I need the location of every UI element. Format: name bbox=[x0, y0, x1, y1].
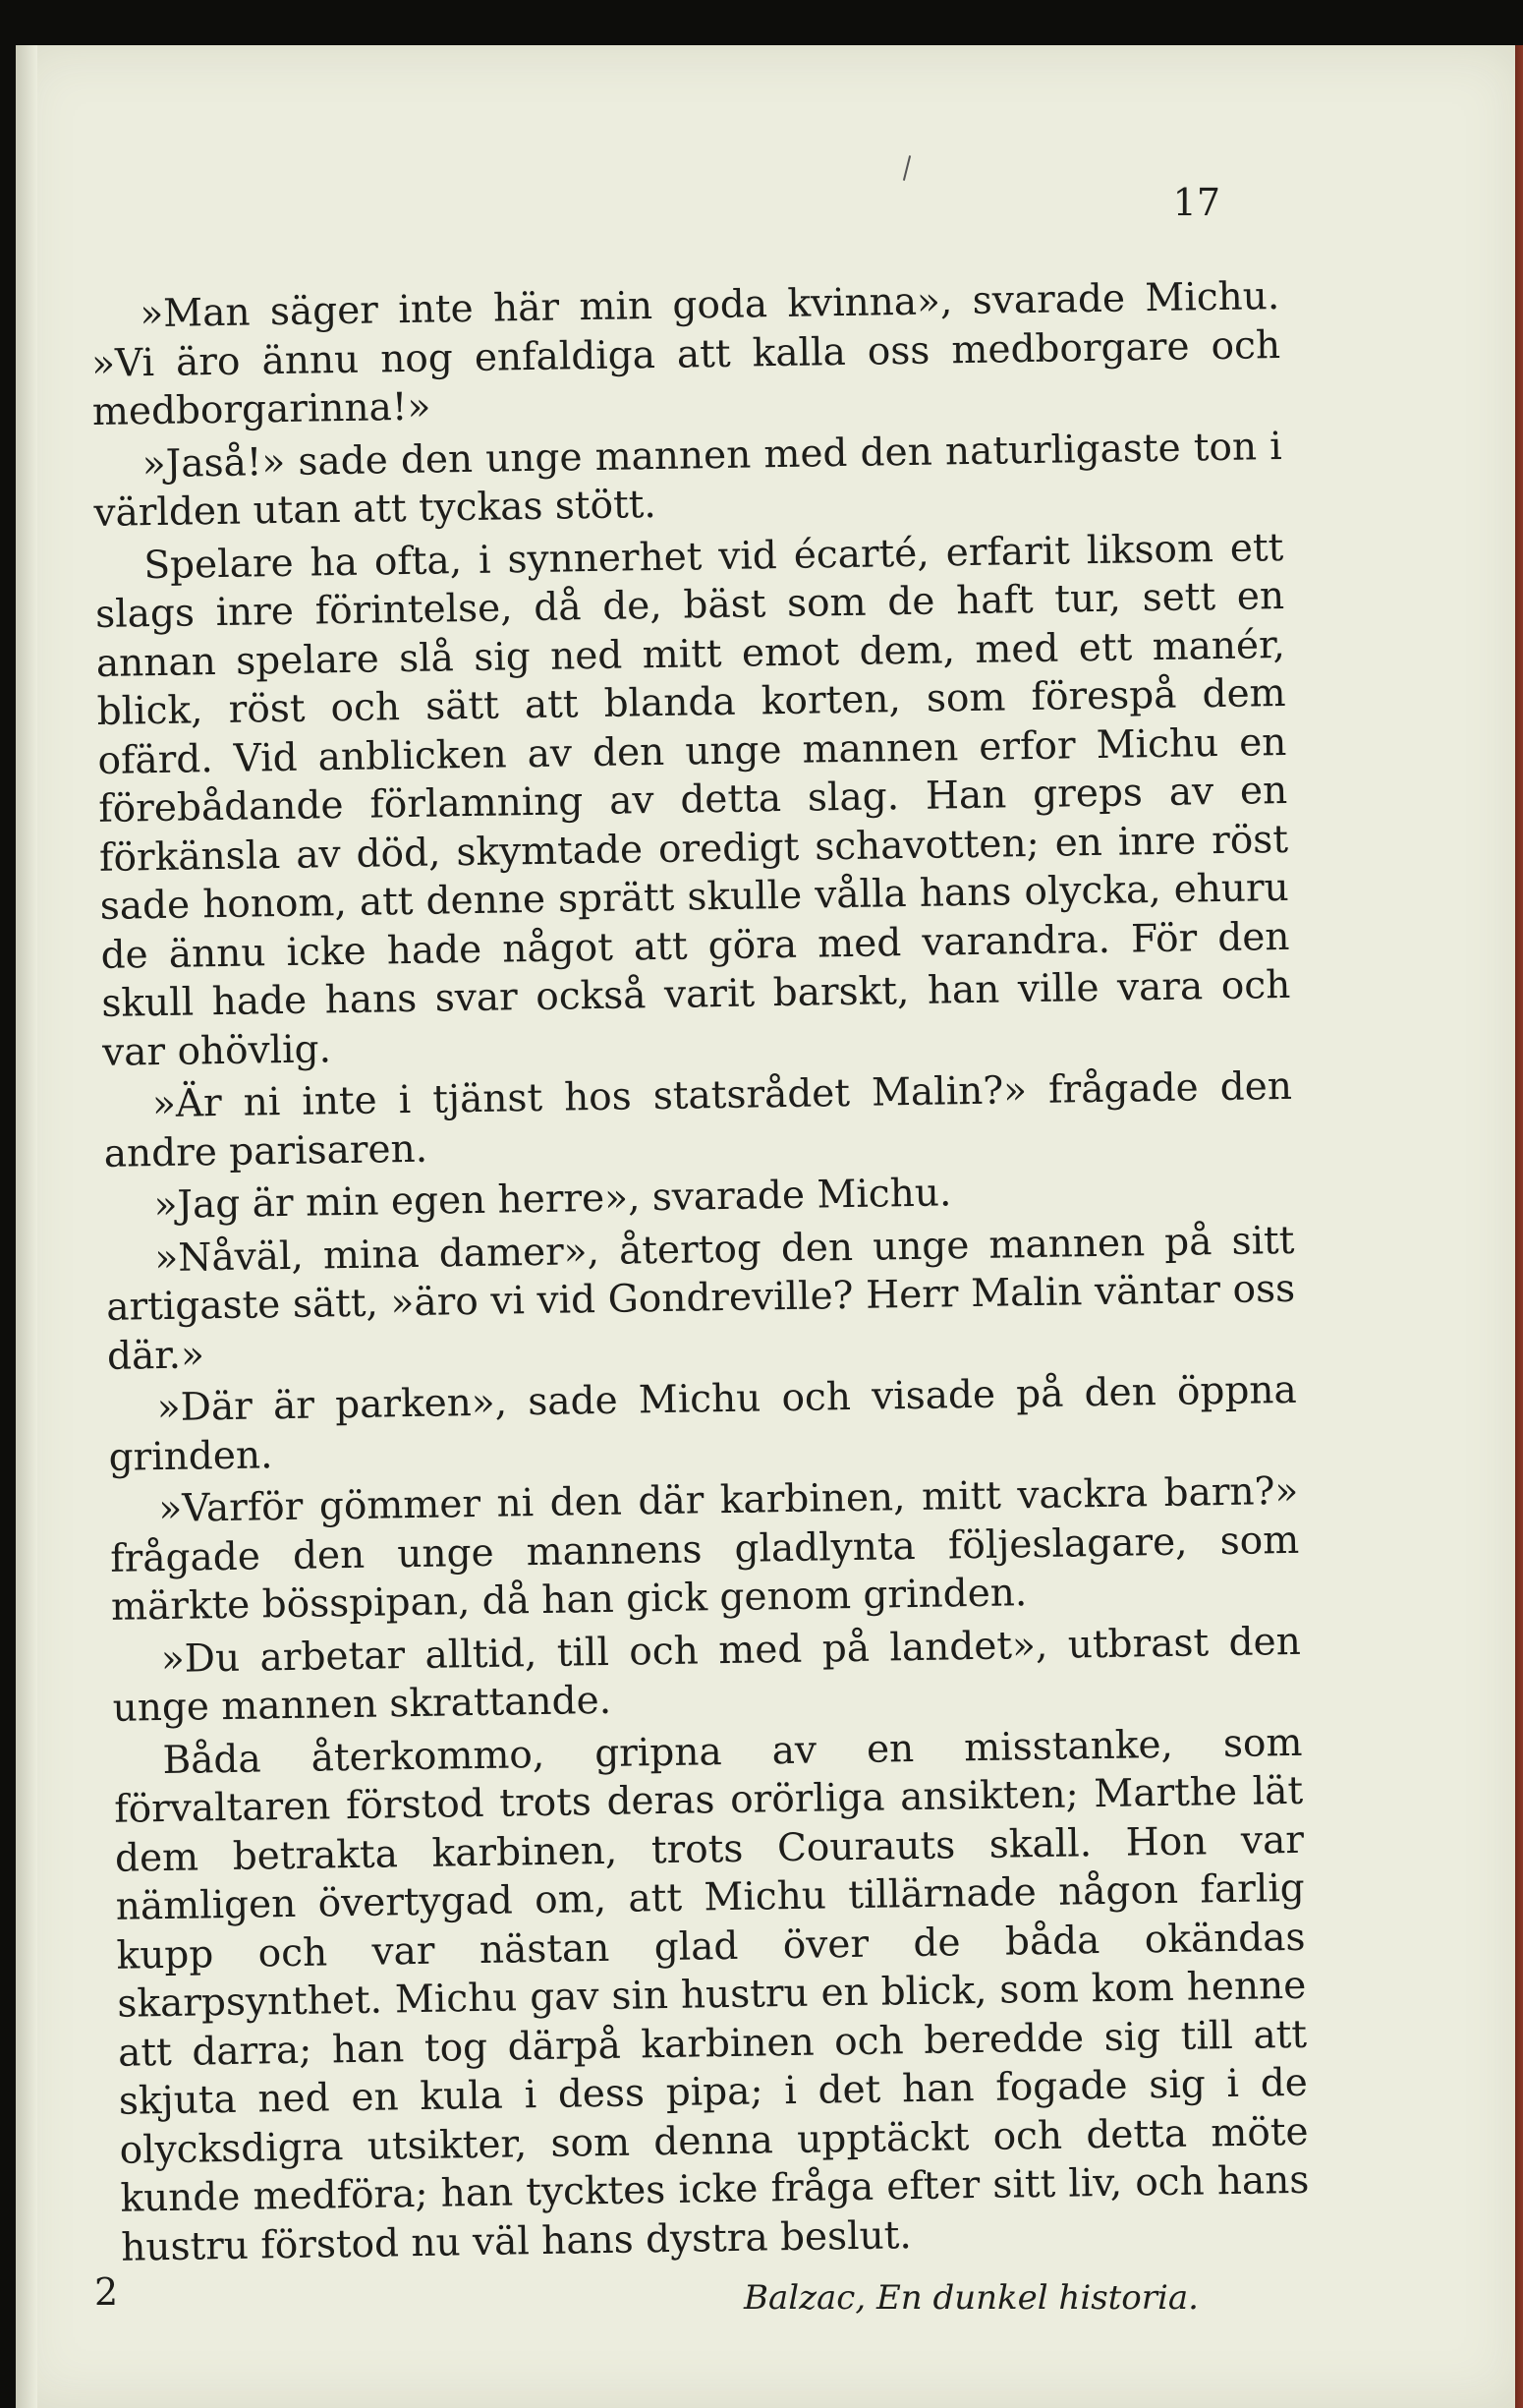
footer-title: Balzac, En dunkel historia. bbox=[743, 2278, 1199, 2318]
paragraph-5: »Jag är min egen herre», svarade Michu. bbox=[153, 1171, 952, 1229]
paragraph-10: Båda återkommo, gripna av en misstanke, som förvaltaren förstod trots deras orörliga ansikten; Marthe lät dem betrakta karbinen, trots Courauts skall. Hon var nämligen övertygad om, att Michu tillärnade någon farlig kupp och var nästan glad över de båda okändas skarpsynthet. Michu gav sin hustru en blick, som kom henne att darra; han tog därpå karbinen och beredde sig till att skjuta ned en kula i dess pipa; i det han fogade sig i de olycksdigra utsikter, som denna upptäckt och detta möte kunde medföra; han tycktes icke fråga efter sitt liv, och hans hustru förstod nu väl hans dystra beslut. bbox=[113, 1720, 1310, 2270]
paragraph-9: »Du arbetar alltid, till och med på landet», utbrast den unge mannen skrattande. bbox=[112, 1619, 1302, 1731]
paragraph-7: »Där är parken», sade Michu och visade på den öppna grinden. bbox=[108, 1367, 1298, 1480]
paragraph-8: »Varför gömmer ni den där karbinen, mitt vackra barn?» frågade den unge mannens gladlynta följeslagare, som märkte bösspipan, då han gick genom grinden. bbox=[109, 1468, 1300, 1630]
paragraph-3: Spelare ha ofta, i synnerhet vid écarté, erfarit liksom ett slags inre förintelse, då de, bäst som de haft tur, sett en annan spelare slå sig ned mitt emot dem, med ett manér, blick, röst och sätt att blanda korten, som förespå dem ofärd. Vid anblicken av den unge mannen erfor Michu en förebådande förlamning av detta slag. Han greps av en förkänsla av död, skymtade oredigt schavotten; en inre röst sade honom, att denne sprätt skulle vålla hans olycka, ehuru de ännu icke hade något att göra med varandra. För den skull hade hans svar också varit barskt, han ville vara och var ohövlig. bbox=[94, 525, 1291, 1075]
paragraph-6: »Nåväl, mina damer», återtog den unge mannen på sitt artigaste sätt, »äro vi vid Gondreville? Herr Malin väntar oss där.» bbox=[105, 1218, 1296, 1379]
signature-mark: 2 bbox=[94, 2270, 119, 2314]
paragraph-4: »Är ni inte i tjänst hos statsrådet Malin?» frågade den andre parisaren. bbox=[103, 1063, 1293, 1176]
pencil-mark bbox=[903, 155, 911, 181]
text-body bbox=[90, 272, 1311, 2276]
page-number: 17 bbox=[1172, 181, 1220, 224]
page-edge bbox=[1515, 45, 1523, 2408]
paragraph-2: »Jaså!» sade den unge mannen med den naturligaste ton i världen utan att tyckas stött. bbox=[93, 424, 1282, 536]
book-page bbox=[16, 45, 1523, 2408]
paragraph-1: »Man säger inte här min goda kvinna», svarade Michu. »Vi äro ännu nog enfaldiga att kalla oss medborgare och medborgarinna!» bbox=[90, 273, 1281, 434]
